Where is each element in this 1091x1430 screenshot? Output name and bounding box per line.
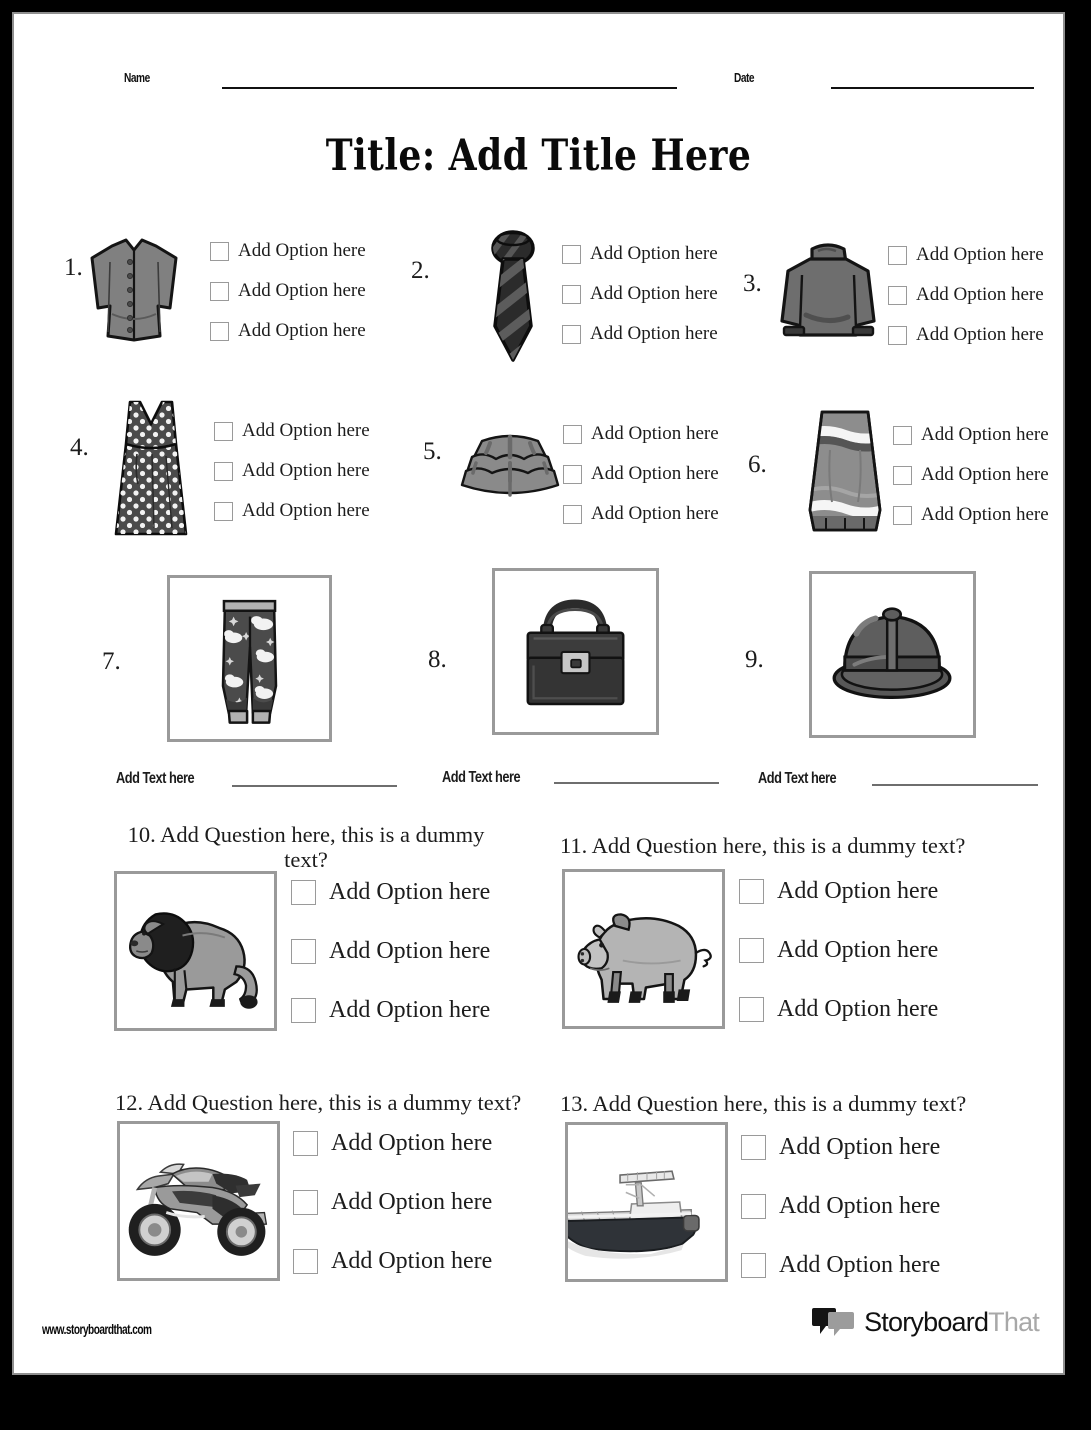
option-label: Add Option here xyxy=(242,460,370,481)
item-8-text-label: Add Text here xyxy=(442,769,521,786)
checkbox-icon[interactable] xyxy=(739,997,764,1022)
footer-url[interactable]: www.storyboardthat.com xyxy=(42,1321,152,1337)
checkbox-icon[interactable] xyxy=(291,998,316,1023)
checkbox-icon[interactable] xyxy=(563,425,582,444)
checkbox-icon[interactable] xyxy=(293,1190,318,1215)
question-12-options xyxy=(293,1130,492,1307)
jacket-icon xyxy=(82,232,187,347)
sweater-icon xyxy=(776,229,881,349)
item-4-options xyxy=(214,420,370,540)
motorcycle-icon xyxy=(120,1124,277,1278)
option-label: Add Option here xyxy=(591,423,719,444)
option-label: Add Option here xyxy=(779,1134,941,1160)
item-8-text-line[interactable] xyxy=(554,782,719,784)
checkbox-icon[interactable] xyxy=(741,1194,766,1219)
question-11-text: 11. Add Question here, this is a dummy text? xyxy=(560,833,966,858)
checkbox-icon[interactable] xyxy=(739,879,764,904)
option-label: Add Option here xyxy=(921,424,1049,445)
item-3-options xyxy=(888,244,1044,364)
checkbox-icon[interactable] xyxy=(291,880,316,905)
item-number-9: 9. xyxy=(745,646,764,673)
question-13-text: 13. Add Question here, this is a dummy text? xyxy=(560,1091,967,1116)
option-label: Add Option here xyxy=(242,500,370,521)
option-row[interactable] xyxy=(888,284,1044,306)
option-label: Add Option here xyxy=(777,937,939,963)
option-label: Add Option here xyxy=(331,1130,493,1156)
option-label: Add Option here xyxy=(329,938,491,964)
checkbox-icon[interactable] xyxy=(741,1253,766,1278)
option-row[interactable] xyxy=(888,244,1044,266)
safari-hat-icon xyxy=(812,574,973,735)
checkbox-icon[interactable] xyxy=(888,326,907,345)
question-12-text: 12. Add Question here, this is a dummy text? xyxy=(115,1090,522,1115)
item-number-2: 2. xyxy=(411,257,430,284)
name-label: Name xyxy=(124,70,150,85)
checkbox-icon[interactable] xyxy=(888,286,907,305)
option-row[interactable] xyxy=(562,243,718,265)
boat-icon xyxy=(568,1125,725,1279)
item-9-text-label: Add Text here xyxy=(758,770,837,787)
item-7-text-label: Add Text here xyxy=(116,770,195,787)
item-number-1: 1. xyxy=(64,254,83,281)
name-input-line[interactable] xyxy=(222,87,677,89)
item-number-7: 7. xyxy=(102,648,121,675)
checkbox-icon[interactable] xyxy=(562,285,581,304)
option-row[interactable] xyxy=(214,500,370,522)
checkbox-icon[interactable] xyxy=(741,1135,766,1160)
item-2-options xyxy=(562,243,718,363)
option-row[interactable] xyxy=(210,240,366,262)
item-number-6: 6. xyxy=(748,451,767,478)
option-label: Add Option here xyxy=(777,878,939,904)
option-row[interactable] xyxy=(563,503,719,525)
checkbox-icon[interactable] xyxy=(210,282,229,301)
option-label: Add Option here xyxy=(329,997,491,1023)
option-row[interactable] xyxy=(291,938,490,965)
necktie-icon xyxy=(469,226,557,371)
option-row[interactable] xyxy=(562,323,718,345)
option-label: Add Option here xyxy=(916,244,1044,265)
question-12-image-frame xyxy=(117,1121,280,1281)
option-label: Add Option here xyxy=(238,240,366,261)
checkbox-icon[interactable] xyxy=(291,939,316,964)
option-label: Add Option here xyxy=(779,1193,941,1219)
question-10-text: 10. Add Question here, this is a dummy text? xyxy=(127,822,485,873)
option-row[interactable] xyxy=(563,423,719,445)
date-input-line[interactable] xyxy=(831,87,1034,89)
checkbox-icon[interactable] xyxy=(562,245,581,264)
item-7-text-line[interactable] xyxy=(232,785,397,787)
pajama-pants-icon xyxy=(170,578,329,739)
option-label: Add Option here xyxy=(238,280,366,301)
checkbox-icon[interactable] xyxy=(562,325,581,344)
option-row[interactable] xyxy=(214,460,370,482)
checkbox-icon[interactable] xyxy=(214,462,233,481)
option-row[interactable] xyxy=(563,463,719,485)
option-row[interactable] xyxy=(293,1130,492,1157)
checkbox-icon[interactable] xyxy=(214,502,233,521)
lion-icon xyxy=(117,874,274,1028)
option-row[interactable] xyxy=(291,879,490,906)
dress-icon xyxy=(106,398,196,546)
option-label: Add Option here xyxy=(242,420,370,441)
item-1-options xyxy=(210,240,366,360)
checkbox-icon[interactable] xyxy=(210,242,229,261)
option-row[interactable] xyxy=(893,464,1049,486)
option-row[interactable] xyxy=(893,424,1049,446)
item-number-4: 4. xyxy=(70,434,89,461)
option-row[interactable] xyxy=(893,504,1049,526)
logo-text xyxy=(864,1307,1039,1338)
checkbox-icon[interactable] xyxy=(893,466,912,485)
checkbox-icon[interactable] xyxy=(563,465,582,484)
item-5-options xyxy=(563,423,719,543)
option-label: Add Option here xyxy=(921,504,1049,525)
speech-bubble-icon xyxy=(812,1305,858,1339)
checkbox-icon[interactable] xyxy=(893,426,912,445)
option-row[interactable] xyxy=(888,324,1044,346)
skirt-icon xyxy=(800,406,890,539)
item-9-text-line[interactable] xyxy=(872,784,1038,786)
option-row[interactable] xyxy=(741,1193,940,1220)
option-row[interactable] xyxy=(739,996,938,1023)
item-number-8: 8. xyxy=(428,646,447,673)
checkbox-icon[interactable] xyxy=(893,506,912,525)
option-label: Add Option here xyxy=(777,996,939,1022)
worksheet-header xyxy=(14,56,1063,96)
option-row[interactable] xyxy=(741,1252,940,1279)
storyboardthat-logo xyxy=(812,1305,1039,1339)
option-label: Add Option here xyxy=(590,283,718,304)
option-row[interactable] xyxy=(214,420,370,442)
option-row[interactable] xyxy=(739,878,938,905)
tutu-skirt-icon xyxy=(454,427,566,502)
checkbox-icon[interactable] xyxy=(739,938,764,963)
option-label: Add Option here xyxy=(916,284,1044,305)
option-row[interactable] xyxy=(291,997,490,1024)
checkbox-icon[interactable] xyxy=(293,1249,318,1274)
option-label: Add Option here xyxy=(590,323,718,344)
option-row[interactable] xyxy=(293,1189,492,1216)
question-10-options xyxy=(291,879,490,1056)
option-label: Add Option here xyxy=(331,1248,493,1274)
question-11-options xyxy=(739,878,938,1055)
option-label: Add Option here xyxy=(916,324,1044,345)
option-label: Add Option here xyxy=(238,320,366,341)
logo-text-primary: Storyboard xyxy=(864,1306,989,1337)
checkbox-icon[interactable] xyxy=(563,505,582,524)
item-9-image-frame xyxy=(809,571,976,738)
option-label: Add Option here xyxy=(329,879,491,905)
question-11-image-frame xyxy=(562,869,725,1029)
option-label: Add Option here xyxy=(591,463,719,484)
checkbox-icon[interactable] xyxy=(888,246,907,265)
option-label: Add Option here xyxy=(590,243,718,264)
question-10-image-frame xyxy=(114,871,277,1031)
option-label: Add Option here xyxy=(779,1252,941,1278)
page-title: Title: Add Title Here xyxy=(325,131,752,181)
question-13-options xyxy=(741,1134,940,1311)
checkbox-icon[interactable] xyxy=(293,1131,318,1156)
checkbox-icon[interactable] xyxy=(210,322,229,341)
item-number-5: 5. xyxy=(423,438,442,465)
option-label: Add Option here xyxy=(921,464,1049,485)
item-6-options xyxy=(893,424,1049,544)
option-label: Add Option here xyxy=(591,503,719,524)
worksheet-page xyxy=(12,12,1065,1375)
logo-text-secondary: That xyxy=(988,1306,1039,1337)
briefcase-icon xyxy=(495,571,656,732)
option-row[interactable] xyxy=(210,280,366,302)
option-row[interactable] xyxy=(562,283,718,305)
option-row[interactable] xyxy=(741,1134,940,1161)
item-8-image-frame xyxy=(492,568,659,735)
option-row[interactable] xyxy=(293,1248,492,1275)
option-label: Add Option here xyxy=(331,1189,493,1215)
option-row[interactable] xyxy=(739,937,938,964)
item-number-3: 3. xyxy=(743,270,762,297)
checkbox-icon[interactable] xyxy=(214,422,233,441)
pig-icon xyxy=(565,872,722,1026)
question-13-image-frame xyxy=(565,1122,728,1282)
date-label: Date xyxy=(734,70,755,85)
item-7-image-frame xyxy=(167,575,332,742)
option-row[interactable] xyxy=(210,320,366,342)
